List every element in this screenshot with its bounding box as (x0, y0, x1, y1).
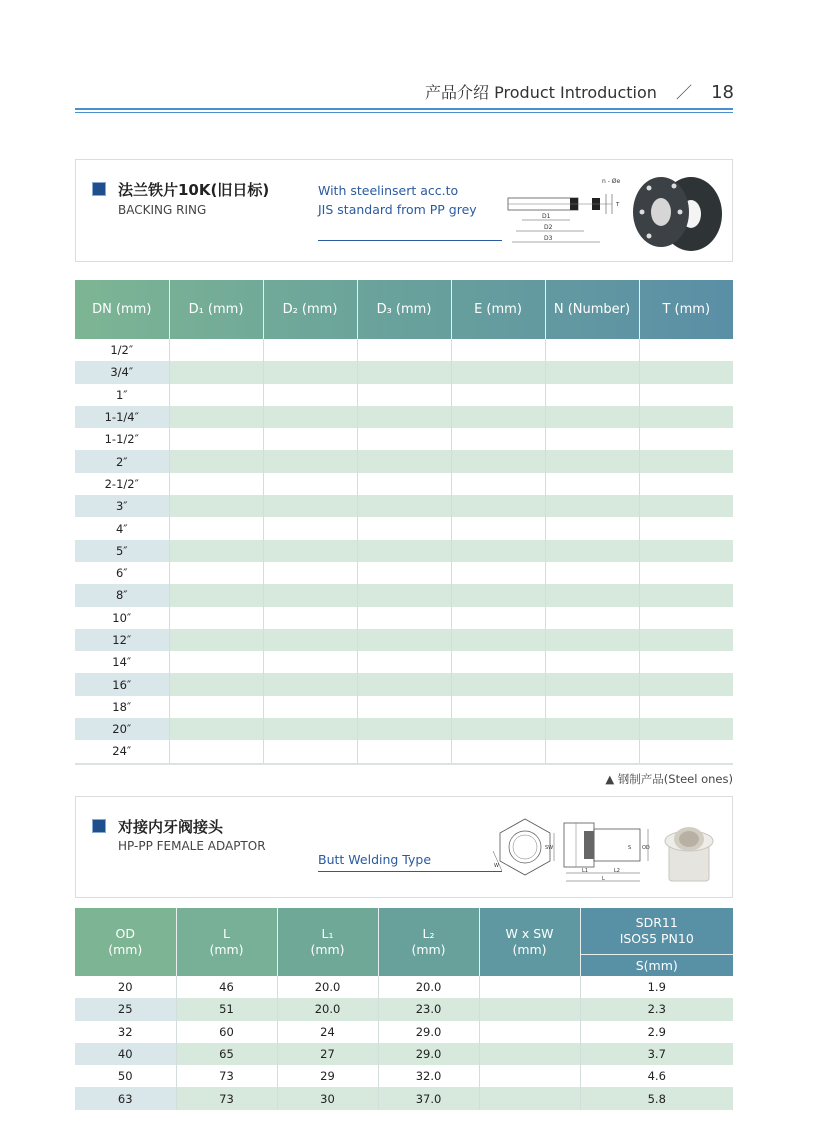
table-cell (357, 495, 451, 517)
table-cell: 27 (277, 1043, 378, 1065)
table-cell: 30 (277, 1087, 378, 1109)
table-cell (263, 540, 357, 562)
table-cell: 5″ (75, 540, 169, 562)
drawing-label: OD (642, 845, 650, 851)
table-cell (357, 384, 451, 406)
table-cell (639, 384, 733, 406)
steel-note: ▲ 钢制产品(Steel ones) (605, 772, 733, 786)
column-header-unit: (mm) (411, 942, 446, 957)
table-cell (545, 406, 639, 428)
pressure-label: ISOS5 PN10 (619, 931, 694, 946)
table-cell (451, 428, 545, 450)
table-cell (451, 339, 545, 361)
table-cell: 1″ (75, 384, 169, 406)
table-cell (639, 718, 733, 740)
table-cell (639, 428, 733, 450)
table-row (75, 428, 733, 450)
table-cell (169, 361, 263, 383)
table-cell: 40 (75, 1043, 176, 1065)
table-cell: 3.7 (580, 1043, 733, 1065)
table-cell (357, 651, 451, 673)
column-header-unit: (mm) (512, 942, 547, 957)
column-header-line: L₂ (422, 926, 435, 941)
table-row (75, 361, 733, 383)
table-cell: 8″ (75, 584, 169, 606)
drawing-label: W (494, 863, 499, 869)
table-cell (169, 740, 263, 762)
table-row (75, 1021, 733, 1043)
table-cell (451, 629, 545, 651)
table-cell (479, 998, 580, 1020)
drawing-label: SW (545, 845, 554, 851)
drawing-label: L (602, 876, 605, 882)
table-cell: 4.6 (647, 1069, 666, 1084)
table-cell (357, 673, 451, 695)
table-cell (169, 384, 263, 406)
table-cell (263, 495, 357, 517)
table-cell: 12″ (75, 629, 169, 651)
product-description (318, 181, 477, 219)
column-header-unit: (mm) (310, 942, 345, 957)
column-header-line: OD (115, 926, 135, 941)
product-title-en: BACKING RING (118, 203, 207, 217)
table-cell (169, 495, 263, 517)
table-cell (169, 428, 263, 450)
product-title-en: HP-PP FEMALE ADAPTOR (118, 839, 266, 853)
section-title-en: Product Introduction (494, 83, 657, 102)
table-cell (451, 361, 545, 383)
table-cell (451, 540, 545, 562)
table-cell (451, 562, 545, 584)
column-header-unit: (mm) (108, 942, 143, 957)
table-cell (263, 384, 357, 406)
page-number: 18 (711, 82, 734, 103)
table-cell: 20.0 (277, 976, 378, 998)
table-cell (169, 673, 263, 695)
table-cell: 2″ (75, 450, 169, 472)
table-cell (639, 339, 733, 361)
table-cell (639, 673, 733, 695)
table-cell (451, 607, 545, 629)
table-cell (545, 495, 639, 517)
table-cell (357, 629, 451, 651)
table-cell (263, 607, 357, 629)
hex-end-view-drawing (488, 811, 562, 887)
table-row (75, 998, 733, 1020)
table-cell (639, 607, 733, 629)
table-cell (263, 406, 357, 428)
table-cell (545, 673, 639, 695)
table-cell (169, 517, 263, 539)
drawing-label: S (628, 845, 632, 851)
table-cell (451, 696, 545, 718)
table-cell (263, 339, 357, 361)
column-header: N (Number) (545, 280, 639, 339)
table-cell (451, 584, 545, 606)
table-row (75, 1043, 733, 1065)
header-rule (75, 108, 733, 110)
table-cell (169, 629, 263, 651)
table-cell: 2-1/2″ (75, 473, 169, 495)
description-line-2: JIS standard from PP grey (318, 202, 477, 217)
table-cell (639, 584, 733, 606)
table-cell (479, 1043, 580, 1065)
table-cell: 1-1/2″ (75, 428, 169, 450)
table-row (75, 1087, 733, 1109)
table-cell (169, 406, 263, 428)
table-cell: 32 (75, 1021, 176, 1043)
table-cell: 29.0 (378, 1021, 479, 1043)
table-cell: 20″ (75, 718, 169, 740)
table-cell (263, 629, 357, 651)
table-cell (451, 673, 545, 695)
table-row (75, 584, 733, 606)
table-cell (263, 740, 357, 762)
table-cell (169, 696, 263, 718)
female-adaptor-photo (661, 811, 721, 887)
table-cell: 10″ (75, 607, 169, 629)
table-cell (357, 584, 451, 606)
table-cell: 20.0 (378, 976, 479, 998)
drawing-label: D1 (542, 213, 551, 220)
column-header-unit: (mm) (209, 942, 244, 957)
table-cell (263, 584, 357, 606)
table-cell: 18″ (75, 696, 169, 718)
table-cell (479, 976, 580, 998)
sub-column-header: S(mm) (580, 955, 733, 977)
table-bottom-rule (75, 763, 733, 765)
drawing-label: n - Øe (602, 178, 621, 185)
table-cell (639, 450, 733, 472)
product-description: Butt Welding Type (318, 852, 432, 867)
table-row (75, 651, 733, 673)
table-cell (639, 361, 733, 383)
table-cell (451, 517, 545, 539)
table-cell (639, 406, 733, 428)
table-cell: 2.3 (580, 998, 733, 1020)
table-cell (357, 718, 451, 740)
table-cell: 20 (75, 976, 176, 998)
table-cell (169, 473, 263, 495)
table-cell (263, 651, 357, 673)
table-cell (451, 384, 545, 406)
table-cell (451, 718, 545, 740)
table-cell: 23.0 (378, 998, 479, 1020)
column-header (75, 908, 176, 976)
table-row (75, 495, 733, 517)
table-row (75, 406, 733, 428)
table-cell (357, 696, 451, 718)
column-header: D₂ (mm) (263, 280, 357, 339)
table-row (75, 740, 733, 762)
table-cell (639, 740, 733, 762)
table-cell (639, 495, 733, 517)
table-cell (639, 696, 733, 718)
table-cell (169, 718, 263, 740)
table-cell: 3/4″ (75, 361, 169, 383)
table-cell (545, 651, 639, 673)
table-cell (357, 740, 451, 762)
table-cell: 3″ (75, 495, 169, 517)
bullet-square-icon (92, 819, 106, 833)
table-cell: 60 (176, 1021, 277, 1043)
table-cell (169, 607, 263, 629)
table-cell (479, 1087, 580, 1109)
table-cell: 4″ (75, 517, 169, 539)
table-cell: 16″ (75, 673, 169, 695)
table-header-row (75, 280, 733, 339)
table-cell: 37.0 (378, 1087, 479, 1109)
table-cell (357, 517, 451, 539)
table-cell: 32.0 (378, 1065, 479, 1087)
table-cell (357, 540, 451, 562)
table-cell (639, 651, 733, 673)
table-row (75, 339, 733, 361)
table-cell (263, 473, 357, 495)
backing-ring-photo (628, 172, 724, 252)
table-row (75, 696, 733, 718)
adaptor-section-drawing (562, 811, 658, 887)
table-row (75, 517, 733, 539)
table-cell (545, 584, 639, 606)
table-cell (545, 384, 639, 406)
description-underline (318, 240, 502, 241)
table-cell (545, 562, 639, 584)
table-cell: 29 (277, 1065, 378, 1087)
table-cell: 6″ (75, 562, 169, 584)
description-line-1: With steelinsert acc.to (318, 183, 459, 198)
table-cell (545, 629, 639, 651)
female-adaptor-spec-table (75, 908, 733, 1110)
product-info-box (75, 796, 733, 898)
column-header: DN (mm) (75, 280, 169, 339)
backing-ring-spec-table (75, 280, 733, 763)
table-row (75, 976, 733, 998)
column-header (479, 908, 580, 976)
table-row (75, 562, 733, 584)
table-cell: 65 (176, 1043, 277, 1065)
drawing-label: T (616, 202, 620, 208)
table-row (75, 473, 733, 495)
table-cell: 24″ (75, 740, 169, 762)
table-cell (451, 450, 545, 472)
table-cell (357, 450, 451, 472)
table-cell: 24 (277, 1021, 378, 1043)
header-rule-thin (75, 112, 733, 113)
table-cell: 25 (75, 998, 176, 1020)
table-cell: 50 (75, 1065, 176, 1087)
table-cell (263, 696, 357, 718)
table-cell: 51 (176, 998, 277, 1020)
product-title-cn: 对接内牙阀接头 (118, 818, 224, 836)
table-cell: 20.0 (277, 998, 378, 1020)
table-cell (545, 607, 639, 629)
table-cell (169, 562, 263, 584)
table-cell: 1.9 (647, 980, 666, 995)
table-cell (169, 450, 263, 472)
table-cell (263, 718, 357, 740)
table-cell (169, 540, 263, 562)
table-cell (263, 361, 357, 383)
table-cell: 73 (176, 1087, 277, 1109)
column-header: E (mm) (451, 280, 545, 339)
table-row (75, 384, 733, 406)
table-cell (545, 339, 639, 361)
table-cell (545, 473, 639, 495)
table-cell (451, 473, 545, 495)
drawing-label: L2 (614, 868, 620, 874)
column-header: T (mm) (662, 302, 711, 317)
backing-ring-drawing (502, 172, 627, 250)
header-divider: ／ (675, 83, 692, 102)
table-cell (357, 473, 451, 495)
table-cell (451, 651, 545, 673)
table-cell (357, 361, 451, 383)
table-cell (545, 740, 639, 762)
column-header-line: L (223, 926, 230, 941)
description-underline (318, 871, 502, 872)
table-cell (263, 517, 357, 539)
table-cell: 1/2″ (75, 339, 169, 361)
table-cell (639, 629, 733, 651)
table-cell (545, 696, 639, 718)
table-cell: 29.0 (378, 1043, 479, 1065)
table-cell (639, 517, 733, 539)
table-row (75, 540, 733, 562)
table-row (75, 607, 733, 629)
column-header (378, 908, 479, 976)
section-title-cn: 产品介绍 (425, 83, 490, 102)
column-header-line: L₁ (321, 926, 334, 941)
table-cell: 14″ (75, 651, 169, 673)
table-cell (169, 651, 263, 673)
bullet-square-icon (92, 182, 106, 196)
column-header-line: W x SW (505, 926, 554, 941)
table-cell (639, 562, 733, 584)
table-cell (479, 1065, 580, 1087)
table-cell (545, 540, 639, 562)
table-cell (545, 428, 639, 450)
sdr-column-header (580, 908, 733, 955)
column-header: D₃ (mm) (357, 280, 451, 339)
table-row (75, 629, 733, 651)
table-cell: 63 (75, 1087, 176, 1109)
table-cell (451, 740, 545, 762)
table-cell (479, 1021, 580, 1043)
table-cell (545, 718, 639, 740)
table-cell (639, 540, 733, 562)
table-row (75, 1065, 733, 1087)
table-cell (169, 584, 263, 606)
table-cell (357, 562, 451, 584)
table-cell (357, 428, 451, 450)
table-row (75, 718, 733, 740)
table-cell: 73 (176, 1065, 277, 1087)
table-cell (357, 339, 451, 361)
table-cell: 46 (176, 976, 277, 998)
table-cell (169, 339, 263, 361)
drawing-label: L1 (582, 868, 588, 874)
product-info-box (75, 159, 733, 262)
drawing-label: D3 (544, 235, 553, 242)
table-cell (545, 361, 639, 383)
drawing-label: D2 (544, 224, 553, 231)
column-header (176, 908, 277, 976)
table-cell (545, 517, 639, 539)
table-cell (545, 450, 639, 472)
table-cell (263, 562, 357, 584)
table-cell: 5.8 (580, 1087, 733, 1109)
sdr-label: SDR11 (635, 915, 678, 930)
table-cell (263, 450, 357, 472)
table-row (75, 450, 733, 472)
product-title-cn: 法兰铁片10K(旧日标) (118, 181, 270, 199)
table-cell: 2.9 (647, 1024, 666, 1039)
table-cell: 1-1/4″ (75, 406, 169, 428)
table-cell (263, 428, 357, 450)
table-cell (451, 406, 545, 428)
table-cell (357, 406, 451, 428)
table-header-row (75, 908, 733, 955)
page-header (425, 80, 734, 103)
column-header: D₁ (mm) (169, 280, 263, 339)
table-cell (639, 473, 733, 495)
table-cell (357, 607, 451, 629)
table-row (75, 673, 733, 695)
table-cell (451, 495, 545, 517)
table-cell (263, 673, 357, 695)
column-header (277, 908, 378, 976)
